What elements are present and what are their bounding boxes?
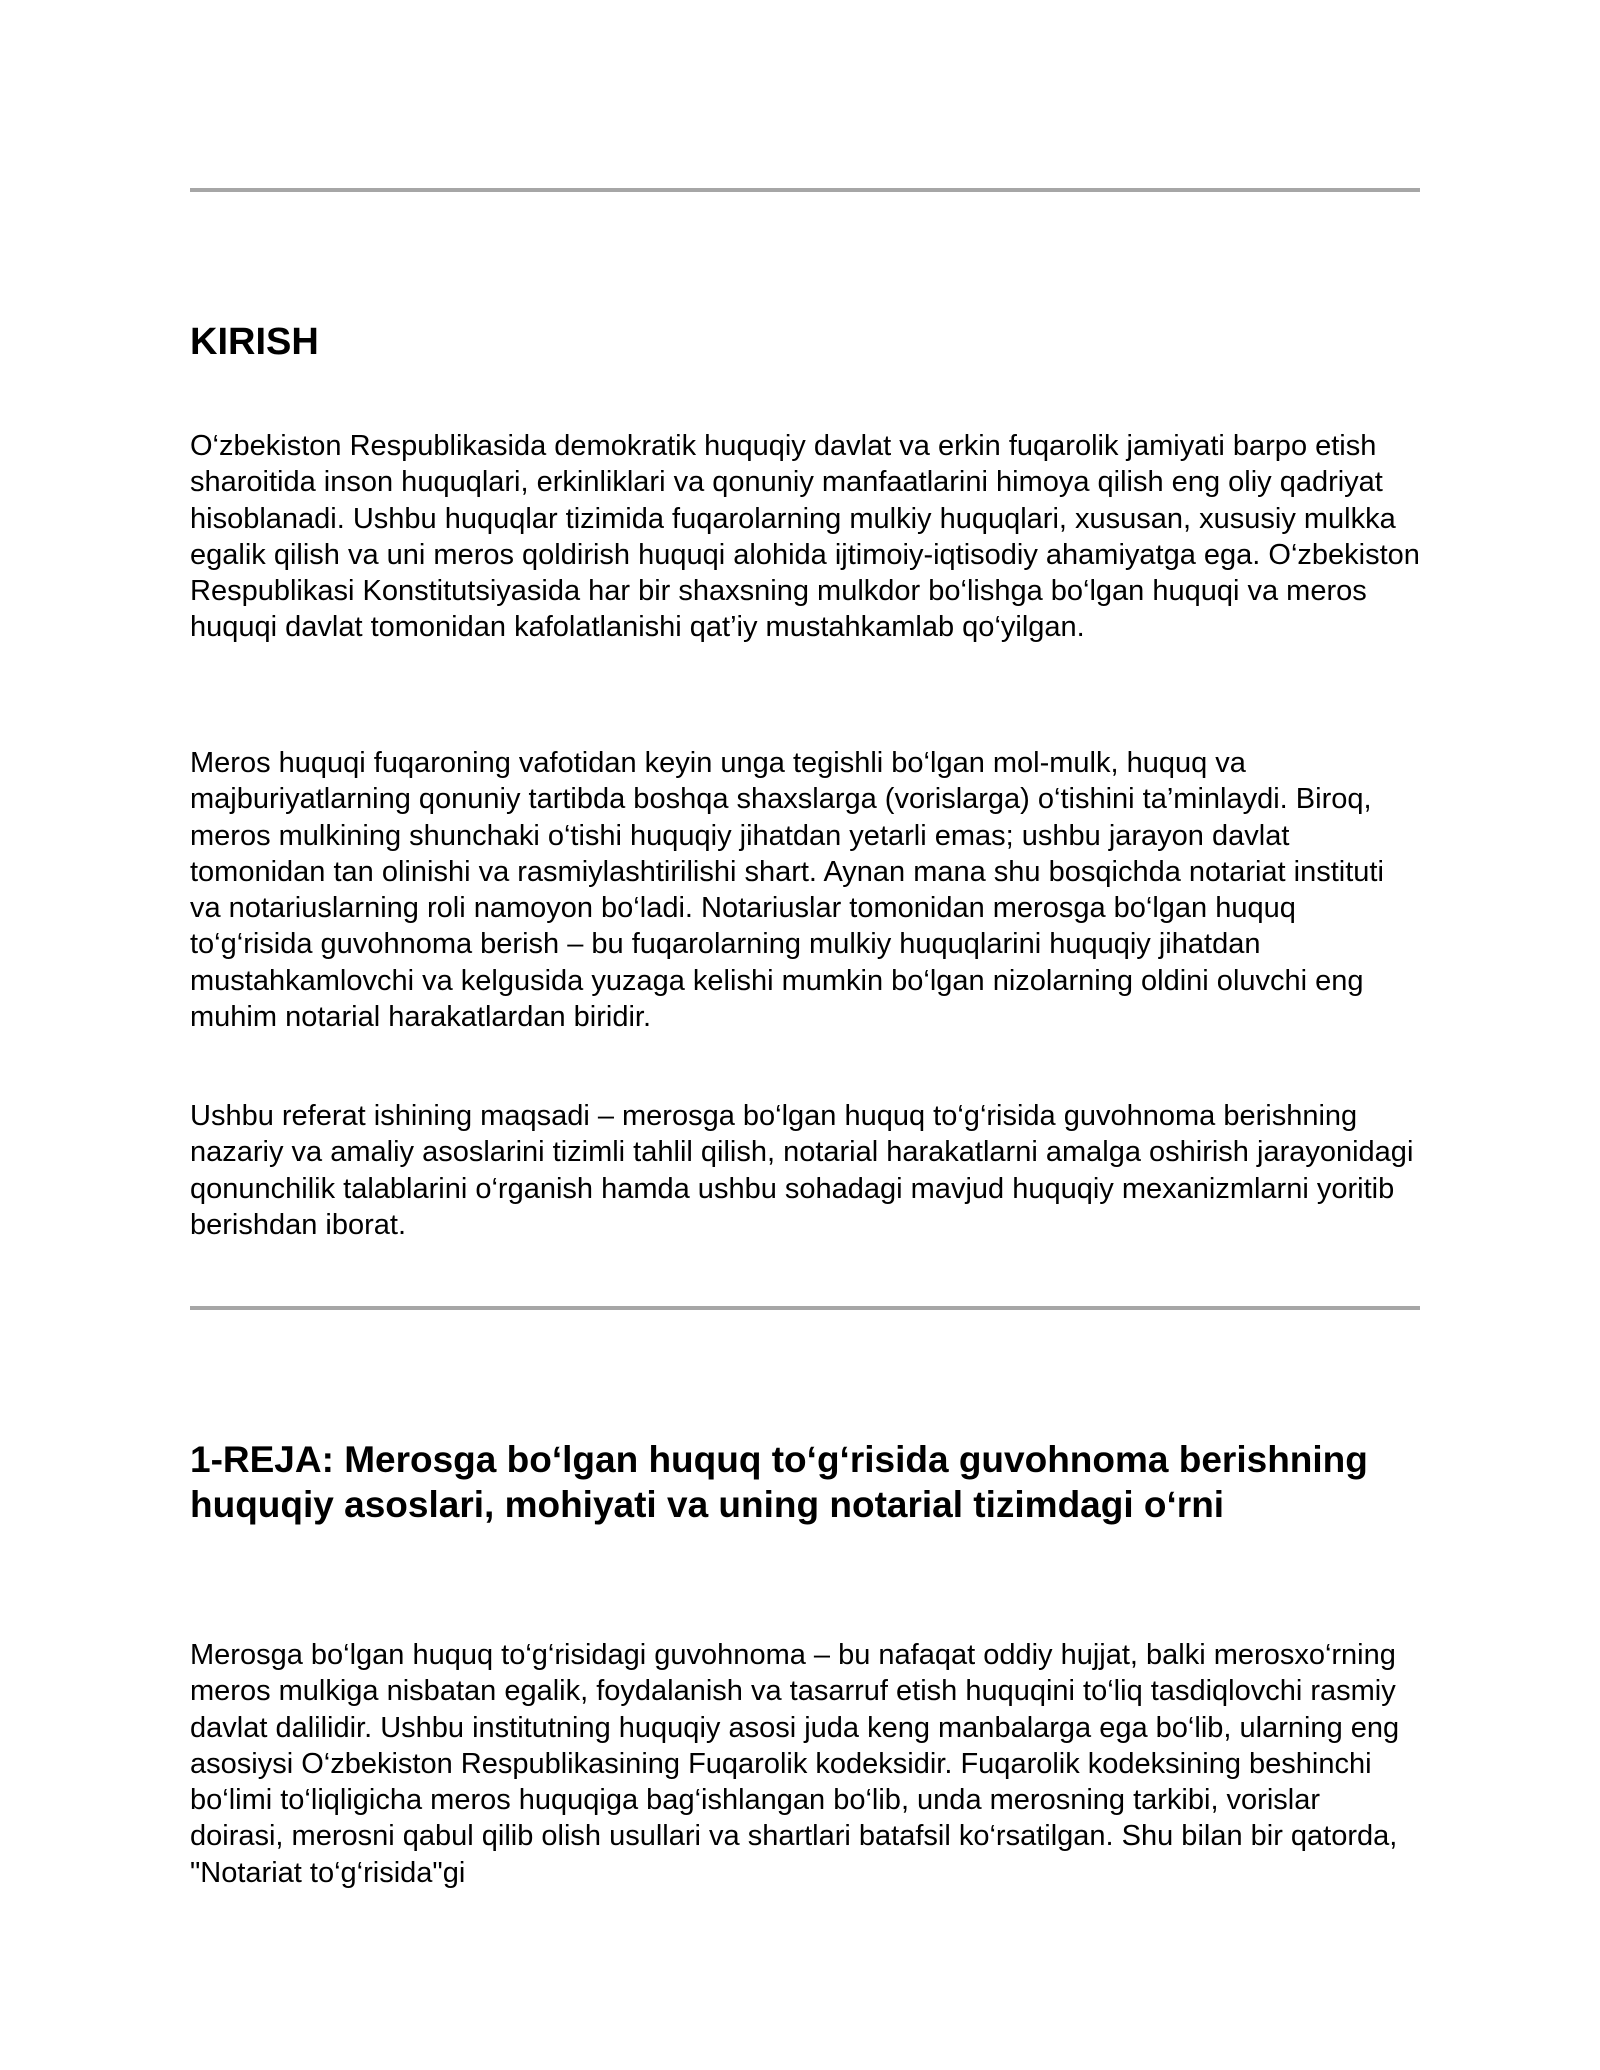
section-heading: 1-REJA: Merosga bo‘lgan huquq to‘g‘risida guvohnoma berishning huquqiy asoslari, mohiyati va uning notarial tizimdagi o‘rni [190, 1439, 1368, 1525]
intro-heading: KIRISH [190, 321, 319, 363]
intro-paragraph: O‘zbekiston Respublikasida demokratik huquqiy davlat va erkin fuqarolik jamiyati barpo etish sharoitida inson huquqlari, erkinliklari va qonuniy manfaatlarini himoya qilish eng oliy qadriyat hisoblanadi. Ushbu huquqlar tizimida fuqarolarning mulkiy huquqlari, xususan, xususiy mulkka egalik qilish va uni meros qoldirish huquqi alohida ijtimoiy-iqtisodiy ahamiyatga ega. O‘zbekiston Respublikasi Konstitutsiyasida har bir shaxsning mulkdor bo‘lishga bo‘lgan huquqi va meros huquqi davlat tomonidan kafolatlanishi qat’iy mustahkamlab qo‘yilgan. [190, 430, 1420, 644]
intro-paragraph: Ushbu referat ishining maqsadi – merosga bo‘lgan huquq to‘g‘risida guvohnoma berishning nazariy va amaliy asoslarini tizimli tahlil qilish, notarial harakatlarni amalga oshirish jarayonidagi qonunchilik talablarini o‘rganish hamda ushbu sohadagi mavjud huquqiy mexanizmlarni yoritib berishdan iborat. [190, 1100, 1414, 1241]
horizontal-divider [190, 1306, 1420, 1310]
horizontal-divider [190, 188, 1420, 192]
intro-paragraph: Meros huquqi fuqaroning vafotidan keyin unga tegishli bo‘lgan mol-mulk, huquq va majburiyatlarning qonuniy tartibda boshqa shaxslarga (vorislarga) o‘tishini ta’minlaydi. Biroq, meros mulkining shunchaki o‘tishi huquqiy jihatdan yetarli emas; ushbu jarayon davlat tomonidan tan olinishi va rasmiylashtirilishi shart. Aynan mana shu bosqichda notariat instituti va notariuslarning roli namoyon bo‘ladi. Notariuslar tomonidan merosga bo‘lgan huquq to‘g‘risida guvohnoma berish – bu fuqarolarning mulkiy huquqlarini huquqiy jihatdan mustahkamlovchi va kelgusida yuzaga kelishi mumkin bo‘lgan nizolarning oldini oluvchi eng muhim notarial harakatlardan biridir. [190, 747, 1384, 1034]
section-paragraph: Merosga bo‘lgan huquq to‘g‘risidagi guvohnoma – bu nafaqat oddiy hujjat, balki merosxo‘rning meros mulkiga nisbatan egalik, foydalanish va tasarruf etish huquqini to‘liq tasdiqlovchi rasmiy davlat dalilidir. Ushbu institutning huquqiy asosi juda keng manbalarga ega bo‘lib, ularning eng asosiysi O‘zbekiston Respublikasining Fuqarolik kodeksidir. Fuqarolik kodeksining beshinchi bo‘limi to‘liqligicha meros huquqiga bag‘ishlangan bo‘lib, unda merosning tarkibi, vorislar doirasi, merosni qabul qilib olish usullari va shartlari batafsil ko‘rsatilgan. Shu bilan bir qatorda, "Notariat to‘g‘risida"gi [190, 1639, 1400, 1889]
